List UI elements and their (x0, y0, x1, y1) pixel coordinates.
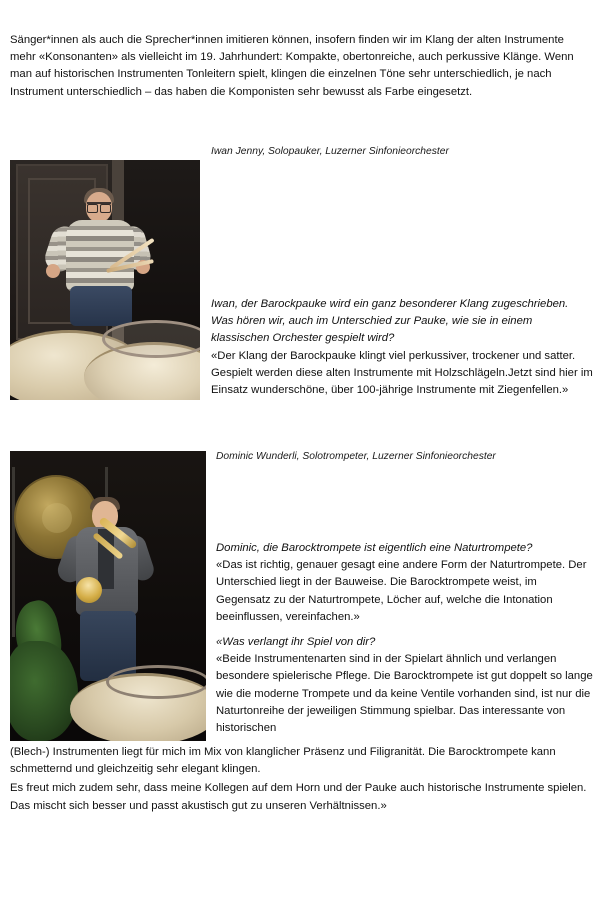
photo-caption-iwan-jenny: Iwan Jenny, Solopauker, Luzerner Sinfonieorchester (211, 146, 449, 157)
answer-dominic-2: «Beide Instrumentenarten sind in der Spielart ähnlich und verlangen besondere spielerische Pflege. Die Barocktrompete ist gut doppelt so lange wie die moderne Trompete und da keine Ventile vorhanden sind, ist nur die Naturtonreihe der jeweiligen Stimmung spielbar. Das interessante von historischen (216, 653, 593, 735)
closing-paragraph-1: (Blech-) Instrumenten liegt für mich im Mix von klanglicher Präsenz und Filigranität. Die Barocktrompete kann schmetternd und gleichzeitig sehr elegant klingen. (10, 746, 556, 776)
closing-paragraph-2: Es freut mich zudem sehr, dass meine Kollegen auf dem Horn und der Pauke auch historische Instrumente spielen. Das mischt sich besser und passt akustisch gut zu unseren Verhältnissen.» (10, 782, 587, 812)
answer-dominic-1: «Das ist richtig, genauer gesagt eine andere Form der Naturtrompete. Der Unterschied liegt in der Bauweise. Die Barocktrompete weist, im Gegensatz zu der Naturtrompete, Löcher auf, welche die Intonation beeinflussen, vereinfachen.» (216, 559, 587, 623)
intro-paragraph: Sänger*innen als auch die Sprecher*innen imitieren können, insofern finden wir im Klang der alten Instrumente mehr «Konsonanten» als vielleicht im 19. Jahrhundert: Kompakte, obertonreiche, auch perkussive Klänge. Wenn man auf historischen Instrumenten Tonleitern spielt, klingen die einzelnen Töne sehr unterschiedlich, je nach Instrument unterschiedlich – das haben die Komponisten sehr bewusst als Farbe eingesetzt. (10, 34, 574, 98)
interview-block-dominic (216, 540, 593, 737)
photo-dominic-wunderli-trumpet (10, 451, 206, 741)
photo-iwan-jenny-timpani (10, 160, 200, 400)
question-dominic-2: «Was verlangt ihr Spiel von dir? (216, 636, 376, 649)
photo-caption-dominic-wunderli: Dominic Wunderli, Solotrompeter, Luzerner Sinfonieorchester (216, 451, 496, 462)
interview-block-iwan (211, 296, 593, 399)
paragraph-spacer (216, 626, 593, 634)
question-iwan: Iwan, der Barockpauke wird ein ganz besonderer Klang zugeschrieben. Was hören wir, auch im Unterschied zur Pauke, wie sie in einem klassischen Orchester gespielt wird? (211, 298, 569, 345)
answer-iwan: «Der Klang der Barockpauke klingt viel perkussiver, trockener und satter. Gespielt werden diese alten Instrumente mit Holzschlägeln.Jetzt sind hier im Einsatz wunderschöne, über 100-jährige Instrumente mit Ziegenfellen.» (211, 349, 593, 397)
closing-paragraphs (10, 744, 590, 815)
question-dominic-1: Dominic, die Barocktrompete ist eigentlich eine Naturtrompete? (216, 542, 533, 554)
